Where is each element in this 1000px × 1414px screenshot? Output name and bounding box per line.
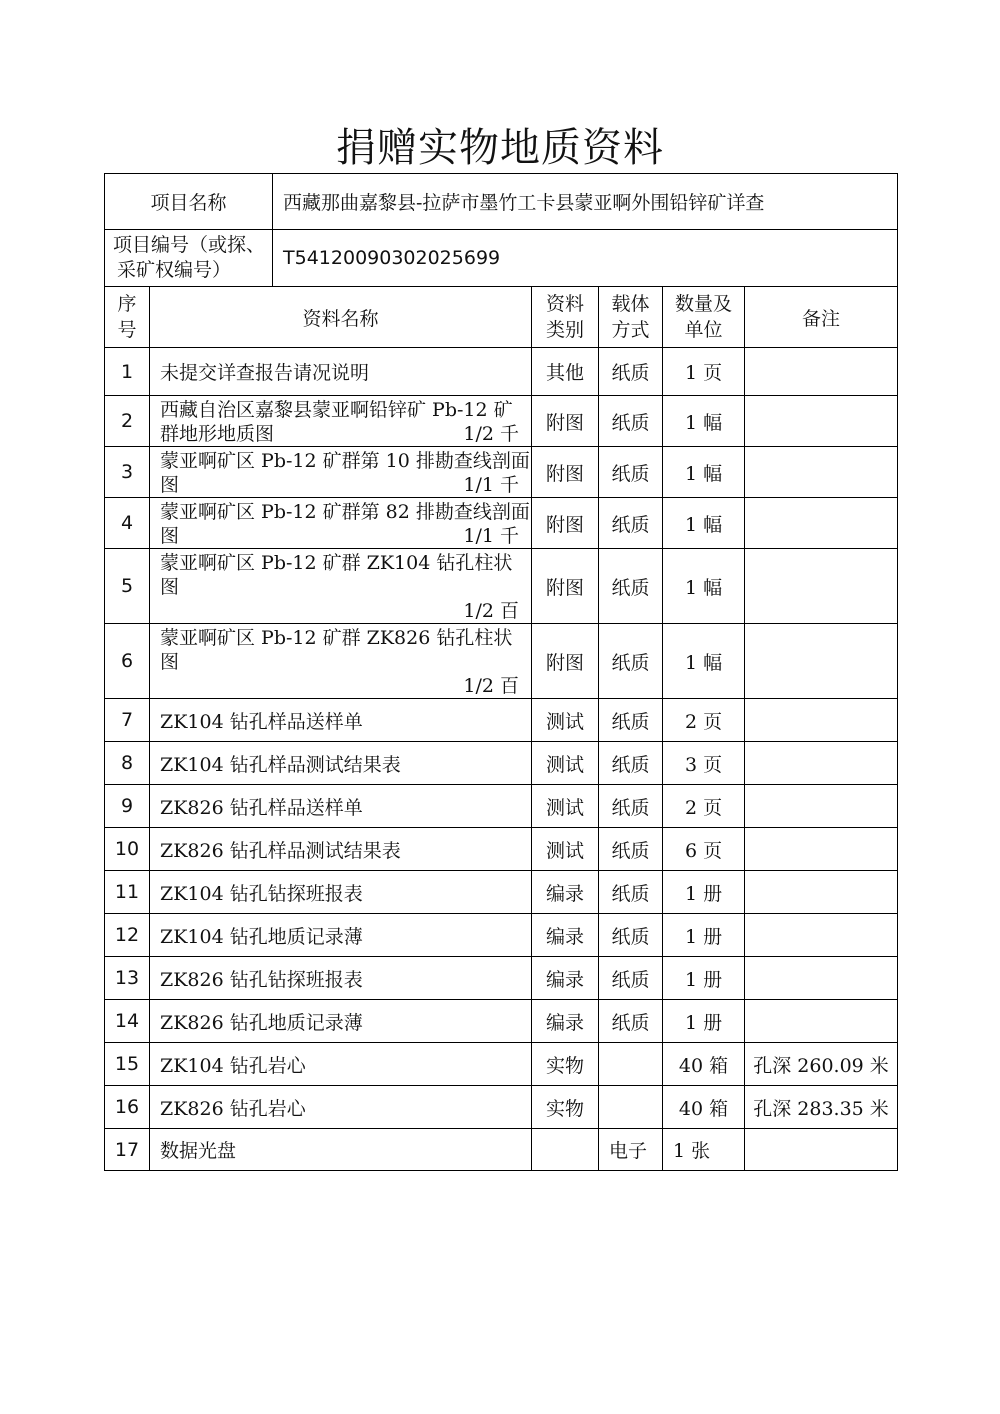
row-no: 5 [105, 549, 150, 624]
row-qty: 2 页 [663, 785, 745, 828]
header-remark: 备注 [745, 287, 898, 348]
row-carrier [599, 1086, 663, 1129]
row-carrier: 纸质 [599, 447, 663, 498]
row-carrier: 纸质 [599, 871, 663, 914]
table-row [105, 871, 898, 914]
row-type: 测试 [532, 785, 599, 828]
row-name [150, 624, 532, 699]
row-carrier: 纸质 [599, 914, 663, 957]
row-name-line1: 蒙亚啊矿区 Pb-12 矿群第 10 排勘查线剖面 [160, 450, 530, 472]
row-qty: 1 册 [663, 1000, 745, 1043]
row-no: 6 [105, 624, 150, 699]
row-remark [745, 828, 898, 871]
row-scale: 1/1 千 [463, 525, 520, 547]
row-remark [745, 871, 898, 914]
row-qty: 1 幅 [663, 396, 745, 447]
row-type: 测试 [532, 699, 599, 742]
row-type: 附图 [532, 396, 599, 447]
row-no: 14 [105, 1000, 150, 1043]
row-name-line1: 西藏自治区嘉黎县蒙亚啊铅锌矿 Pb-12 矿 [160, 399, 513, 421]
row-type: 测试 [532, 828, 599, 871]
row-name: 未提交详查报告请况说明 [150, 348, 532, 396]
row-no: 8 [105, 742, 150, 785]
row-type: 测试 [532, 742, 599, 785]
row-name: ZK104 钻孔钻探班报表 [150, 871, 532, 914]
row-remark: 孔深 283.35 米 [745, 1086, 898, 1129]
row-scale: 1/2 百 [463, 675, 520, 697]
row-qty: 1 幅 [663, 447, 745, 498]
row-name [150, 396, 532, 447]
table-row [105, 447, 898, 498]
row-carrier: 纸质 [599, 624, 663, 699]
row-qty: 1 张 [663, 1129, 745, 1171]
row-type: 编录 [532, 957, 599, 1000]
row-no: 16 [105, 1086, 150, 1129]
row-carrier: 纸质 [599, 498, 663, 549]
row-carrier: 纸质 [599, 699, 663, 742]
row-remark [745, 785, 898, 828]
header-type-line1: 资料 [546, 293, 585, 315]
table-row [105, 348, 898, 396]
row-no: 11 [105, 871, 150, 914]
header-name: 资料名称 [150, 287, 532, 348]
row-carrier: 纸质 [599, 742, 663, 785]
row-name: ZK826 钻孔样品测试结果表 [150, 828, 532, 871]
row-name: ZK104 钻孔岩心 [150, 1043, 532, 1086]
row-name [150, 498, 532, 549]
row-name-line1: 蒙亚啊矿区 Pb-12 矿群 ZK826 钻孔柱状图 [160, 627, 513, 673]
row-qty: 6 页 [663, 828, 745, 871]
header-qty-line1: 数量及 [675, 293, 733, 315]
row-scale: 1/2 千 [463, 423, 520, 445]
row-no: 4 [105, 498, 150, 549]
row-carrier: 纸质 [599, 396, 663, 447]
row-type: 附图 [532, 498, 599, 549]
row-remark [745, 396, 898, 447]
row-no: 2 [105, 396, 150, 447]
project-code-row [105, 230, 898, 287]
row-type: 编录 [532, 871, 599, 914]
table-row [105, 396, 898, 447]
row-name: 数据光盘 [150, 1129, 532, 1171]
row-type: 附图 [532, 624, 599, 699]
row-name [150, 549, 532, 624]
row-name: ZK104 钻孔地质记录薄 [150, 914, 532, 957]
row-remark [745, 699, 898, 742]
table-row [105, 1000, 898, 1043]
project-code-value: T54120090302025699 [273, 230, 898, 287]
document-title: 捐赠实物地质资料 [336, 125, 664, 171]
row-type: 编录 [532, 914, 599, 957]
row-remark [745, 498, 898, 549]
row-qty: 1 册 [663, 957, 745, 1000]
row-type: 编录 [532, 1000, 599, 1043]
row-no: 7 [105, 699, 150, 742]
row-no: 13 [105, 957, 150, 1000]
row-remark [745, 624, 898, 699]
row-qty: 1 幅 [663, 549, 745, 624]
table-row [105, 498, 898, 549]
project-name-row [105, 174, 898, 230]
row-scale: 1/1 千 [463, 474, 520, 496]
header-qty-line2: 单位 [684, 319, 723, 341]
row-type: 附图 [532, 549, 599, 624]
project-code-label [105, 230, 273, 287]
table-row [105, 828, 898, 871]
row-qty: 3 页 [663, 742, 745, 785]
row-qty: 40 箱 [663, 1086, 745, 1129]
row-no: 10 [105, 828, 150, 871]
row-qty: 1 册 [663, 914, 745, 957]
row-carrier: 纸质 [599, 348, 663, 396]
row-no: 3 [105, 447, 150, 498]
row-name-line2: 图 [160, 474, 180, 496]
header-seq-line2: 号 [117, 319, 137, 341]
header-seq [105, 287, 150, 348]
row-carrier [599, 1043, 663, 1086]
row-name: ZK104 钻孔样品送样单 [150, 699, 532, 742]
header-carrier-line1: 载体 [611, 293, 650, 315]
row-name-line2: 图 [160, 525, 180, 547]
row-carrier: 电子 [599, 1129, 663, 1171]
project-code-label-line2: 采矿权编号） [117, 259, 232, 281]
row-name: ZK826 钻孔钻探班报表 [150, 957, 532, 1000]
row-type [532, 1129, 599, 1171]
row-carrier: 纸质 [599, 957, 663, 1000]
row-qty: 2 页 [663, 699, 745, 742]
table-row [105, 957, 898, 1000]
table-row [105, 742, 898, 785]
header-type-line2: 类别 [546, 319, 585, 341]
row-name: ZK826 钻孔样品送样单 [150, 785, 532, 828]
row-name-line2: 群地形地质图 [160, 423, 275, 445]
row-scale: 1/2 百 [463, 600, 520, 622]
header-type [532, 287, 599, 348]
table-row [105, 785, 898, 828]
table-row [105, 1129, 898, 1171]
row-qty: 1 幅 [663, 624, 745, 699]
row-name: ZK104 钻孔样品测试结果表 [150, 742, 532, 785]
materials-table [104, 173, 898, 1171]
row-name [150, 447, 532, 498]
column-header-row [105, 287, 898, 348]
row-remark [745, 1129, 898, 1171]
header-carrier [599, 287, 663, 348]
table-row [105, 624, 898, 699]
row-carrier: 纸质 [599, 549, 663, 624]
row-remark [745, 447, 898, 498]
table-row [105, 914, 898, 957]
row-name-line1: 蒙亚啊矿区 Pb-12 矿群 ZK104 钻孔柱状图 [160, 552, 513, 598]
project-name-label: 项目名称 [105, 174, 273, 230]
row-remark [745, 957, 898, 1000]
row-no: 12 [105, 914, 150, 957]
row-remark [745, 914, 898, 957]
table-row [105, 549, 898, 624]
header-carrier-line2: 方式 [611, 319, 650, 341]
row-qty: 1 页 [663, 348, 745, 396]
header-qty [663, 287, 745, 348]
table-row [105, 1086, 898, 1129]
row-remark [745, 348, 898, 396]
row-remark: 孔深 260.09 米 [745, 1043, 898, 1086]
row-no: 9 [105, 785, 150, 828]
row-qty: 40 箱 [663, 1043, 745, 1086]
row-no: 15 [105, 1043, 150, 1086]
row-remark [745, 742, 898, 785]
row-type: 附图 [532, 447, 599, 498]
table-row [105, 1043, 898, 1086]
row-no: 1 [105, 348, 150, 396]
project-name-value: 西藏那曲嘉黎县-拉萨市墨竹工卡县蒙亚啊外围铅锌矿详查 [273, 174, 898, 230]
project-code-label-line1: 项目编号（或探、 [113, 234, 266, 256]
row-name: ZK826 钻孔地质记录薄 [150, 1000, 532, 1043]
row-carrier: 纸质 [599, 1000, 663, 1043]
row-carrier: 纸质 [599, 828, 663, 871]
row-type: 实物 [532, 1086, 599, 1129]
row-carrier: 纸质 [599, 785, 663, 828]
table-row [105, 699, 898, 742]
row-qty: 1 幅 [663, 498, 745, 549]
row-remark [745, 549, 898, 624]
row-no: 17 [105, 1129, 150, 1171]
row-type: 实物 [532, 1043, 599, 1086]
row-name-line1: 蒙亚啊矿区 Pb-12 矿群第 82 排勘查线剖面 [160, 501, 530, 523]
header-seq-line1: 序 [117, 293, 137, 315]
row-remark [745, 1000, 898, 1043]
row-name: ZK826 钻孔岩心 [150, 1086, 532, 1129]
row-type: 其他 [532, 348, 599, 396]
row-qty: 1 册 [663, 871, 745, 914]
